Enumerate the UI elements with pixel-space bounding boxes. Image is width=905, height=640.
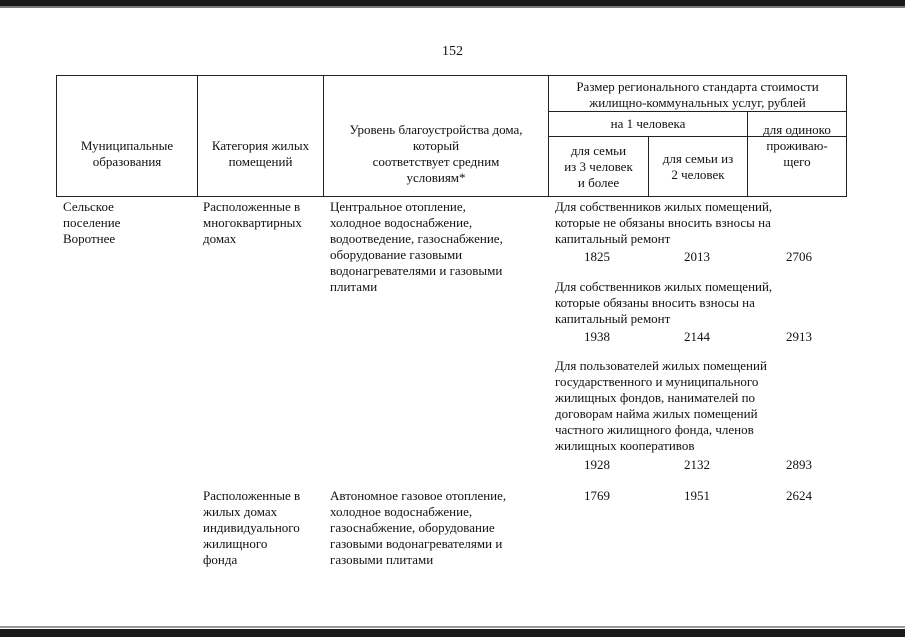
value-family3: 1825 — [584, 249, 610, 264]
scan-edge-top-shadow — [0, 6, 905, 8]
value-family3: 1769 — [584, 488, 610, 503]
scan-edge-bottom — [0, 629, 905, 637]
value-family2: 2013 — [684, 249, 710, 264]
value-family3: 1928 — [584, 457, 610, 472]
value-single: 2913 — [786, 329, 812, 344]
value-family3: 1938 — [584, 329, 610, 344]
value-family2: 2132 — [684, 457, 710, 472]
value-family2: 2144 — [684, 329, 710, 344]
page-number: 152 — [442, 44, 463, 59]
header-per-person: на 1 человека — [610, 116, 686, 131]
value-family2: 1951 — [684, 488, 710, 503]
value-single: 2893 — [786, 457, 812, 472]
scan-edge-bottom-shadow — [0, 626, 905, 628]
value-single: 2706 — [786, 249, 812, 264]
value-single: 2624 — [786, 488, 812, 503]
